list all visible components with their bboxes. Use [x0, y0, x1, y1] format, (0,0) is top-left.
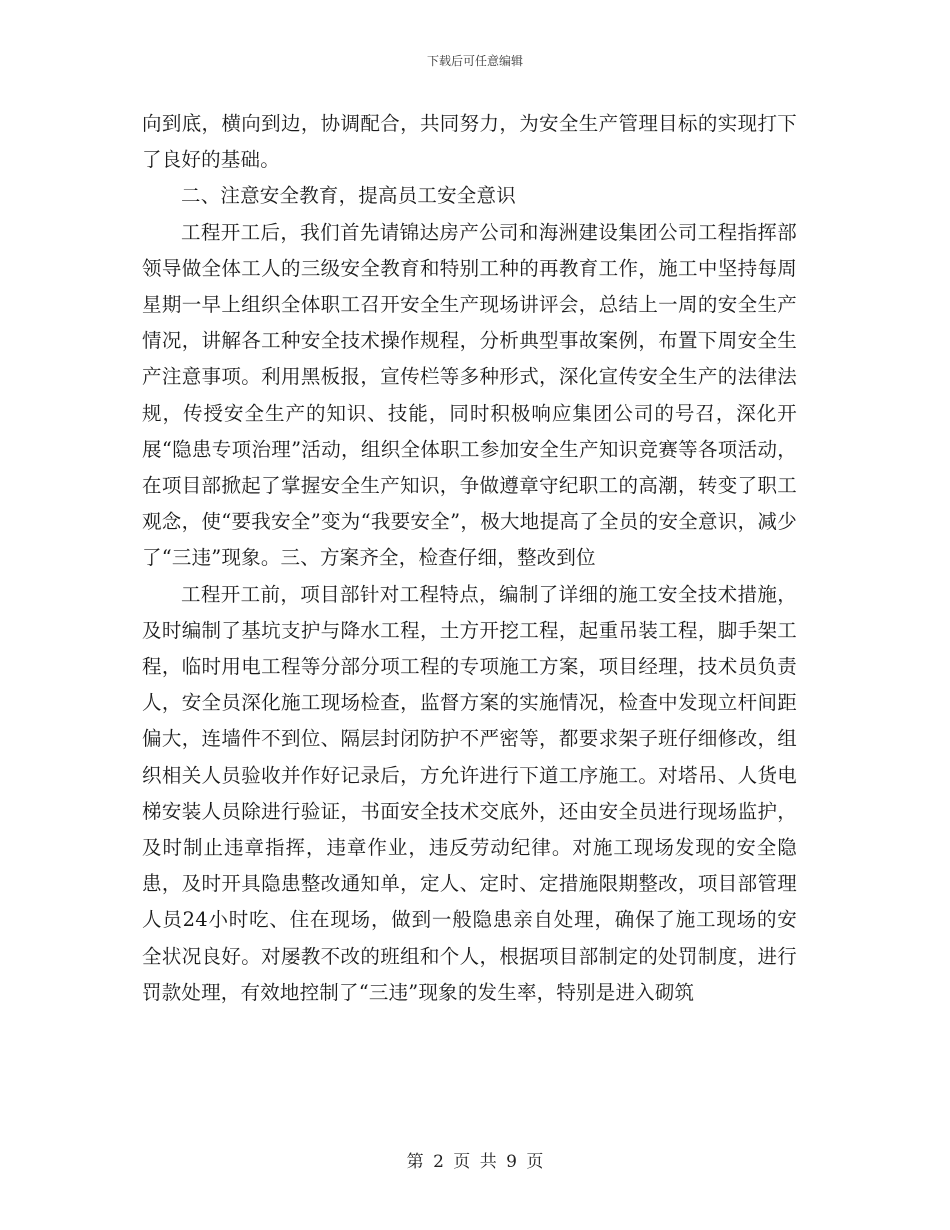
section-heading-2: 二、注意安全教育，提高员工安全意识	[181, 184, 516, 208]
paragraph-continuation: 向到底，横向到边，协调配合，共同努力，为安全生产管理目标的实现打下了良好的基础。	[142, 112, 797, 172]
paragraph-inspection: 工程开工前，项目部针对工程特点，编制了详细的施工安全技术措施，及时编制了基坑支护与降水工程，土方开挖工程，起重吊装工程，脚手架工程，临时用电工程等分部分项工程的专项施工方案，项目经理，技术员负责人，安全员深化施工现场检查，监督方案的实施情况，检查中发现立杆间距偏大，连墙件不到位、隔层封闭防护不严密等，都要求架子班仔细修改，组织相关人员验收并作好记录后，方允许进行下道工序施工。对塔吊、人货电梯安装人员除进行验证，书面安全技术交底外，还由安全员进行现场监护，及时制止违章指挥，违章作业，违反劳动纪律。对施工现场发现的安全隐患，及时开具隐患整改通知单，定人、定时、定措施限期整改，项目部管理人员24小时吃、住在现场，做到一般隐患亲自处理，确保了施工现场的安全状况良好。对屡教不改的班组和个人，根据项目部制定的处罚制度，进行罚款处理，有效地控制了“三违”现象的发生率，特别是进入砌筑	[142, 582, 797, 1004]
page-number-footer: 第 2 页 共 9 页	[406, 1152, 544, 1172]
document-body	[142, 106, 797, 1011]
page-header: 下载后可任意编辑	[426, 54, 523, 68]
paragraph-safety-education: 工程开工后，我们首先请锦达房产公司和海洲建设集团公司工程指挥部领导做全体工人的三级安全教育和特别工种的再教育工作，施工中坚持每周星期一早上组织全体职工召开安全生产现场讲评会，总结上一周的安全生产情况，讲解各工种安全技术操作规程，分析典型事故案例，布置下周安全生产注意事项。利用黑板报，宣传栏等多种形式，深化宣传安全生产的法律法规，传授安全生产的知识、技能，同时积极响应集团公司的号召，深化开展“隐患专项治理”活动，组织全体职工参加安全生产知识竞赛等各项活动，在项目部掀起了掌握安全生产知识，争做遵章守纪职工的高潮，转变了职工观念，使“要我安全”变为“我要安全”，极大地提高了全员的安全意识，减少了“三违”现象。三、方案齐全，检查仔细，整改到位	[142, 220, 797, 570]
